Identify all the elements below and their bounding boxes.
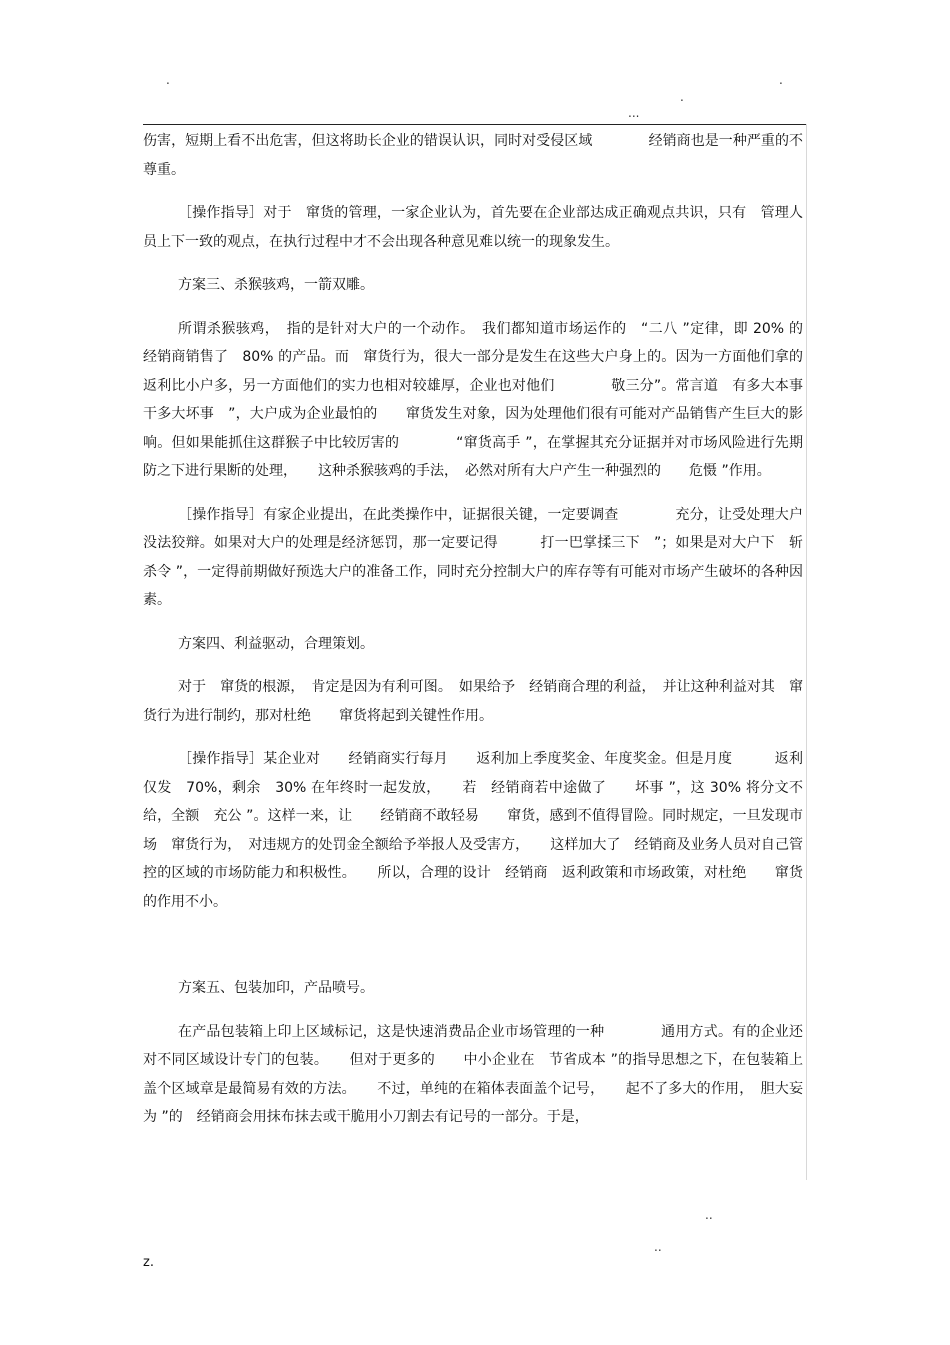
footer-dots-b: .. [654,1240,662,1254]
paragraph-1: 伤害，短期上看不出危害，但这将助长企业的错误认识，同时对受侵区域 经销商也是一种严重的不尊重。 [143,133,803,178]
footer-dots-a: .. [705,1208,713,1222]
header-rule [143,124,807,125]
header-dot-left: . [166,73,170,87]
paragraph-8-guidance: ［操作指导］某企业对 经销商实行每月 返利加上季度奖金、年度奖金。但是月度 返利仅发 70%，剩余 30% 在年终时一起发放， 若 经销商若中途做了 坏事 ”，这 30% 将分文不给，全额 充公 ”。这样一来，让 经销商不敢轻易 窜货，感到不值得冒险。同时规定，一旦发现市场 窜货行为， 对违规方的处罚金全额给予举报人及受害方， 这样加大了 经销商及业务人员对自己管控的区域的市场防能力和积极性。 所以，合理的设计 经销商 返利政策和市场政策，对杜绝 窜货的作用不小。 [143,751,803,910]
header-dot-mid: . [680,90,684,104]
section-heading-3: 方案三、杀猴骇鸡，一箭双雕。 [178,277,374,293]
paragraph-2-guidance: ［操作指导］对于 窜货的管理，一家企业认为，首先要在企业部达成正确观点共识，只有 管理人员上下一致的观点，在执行过程中才不会出现各种意见难以统一的现象发生。 [143,205,803,250]
header-ellipsis: ... [628,106,640,120]
section-heading-5: 方案五、包装加印，产品喷号。 [178,980,374,996]
right-margin-rule [806,124,807,1180]
paragraph-7: 对于 窜货的根源， 肯定是因为有利可图。 如果给予 经销商合理的利益， 并让这种利益对其 窜货行为进行制约，那对杜绝 窜货将起到关键性作用。 [143,679,803,724]
section-heading-4: 方案四、利益驱动，合理策划。 [178,635,374,652]
document-body [143,127,817,1132]
footer-z-mark: z. [143,1255,154,1270]
paragraph-4: 所谓杀猴骇鸡， 指的是针对大户的一个动作。 我们都知道市场运作的 “二八 ”定律，即 20% 的 经销商销售了 80% 的产品。而 窜货行为，很大一部分是发生在这些大户身上的。因为一方面他们拿的 返利比小户多，另一方面他们的实力也相对较雄厚，企业也对他们 敬三分”。常言道 有多大本事干多大坏事 ”，大户成为企业最怕的 窜货发生对象，因为处理他们很有可能对产品销售产生巨大的影响。但如果能抓住这群猴子中比较厉害的 “窜货高手 ”，在掌握其充分证据并对市场风险进行先期防之下进行果断的处理， 这种杀猴骇鸡的手法， 必然对所有大户产生一种强烈的 危慑 ”作用。 [143,320,817,479]
paragraph-10: 在产品包装箱上印上区域标记，这是快速消费品企业市场管理的一种 通用方式。有的企业还对不同区域设计专门的包装。 但对于更多的 中小企业在 节省成本 ”的指导思想之下，在包装箱上盖个区域章是最简易有效的方法。 不过，单纯的在箱体表面盖个记号， 起不了多大的作用， 胆大妄为 ”的 经销商会用抹布抹去或干脆用小刀割去有记号的一部分。于是， [143,1023,803,1125]
header-dot-right: . [779,73,783,87]
paragraph-5-guidance: ［操作指导］有家企业提出，在此类操作中，证据很关键，一定要调查 充分，让受处理大户没法狡辩。如果对大户的处理是经济惩罚，那一定要记得 打一巴掌揉三下 ”；如果是对大户下 斩杀令 ”，一定得前期做好预选大户的准备工作，同时充分控制大户的库存等有可能对市场产生破坏的各种因素。 [143,506,803,608]
